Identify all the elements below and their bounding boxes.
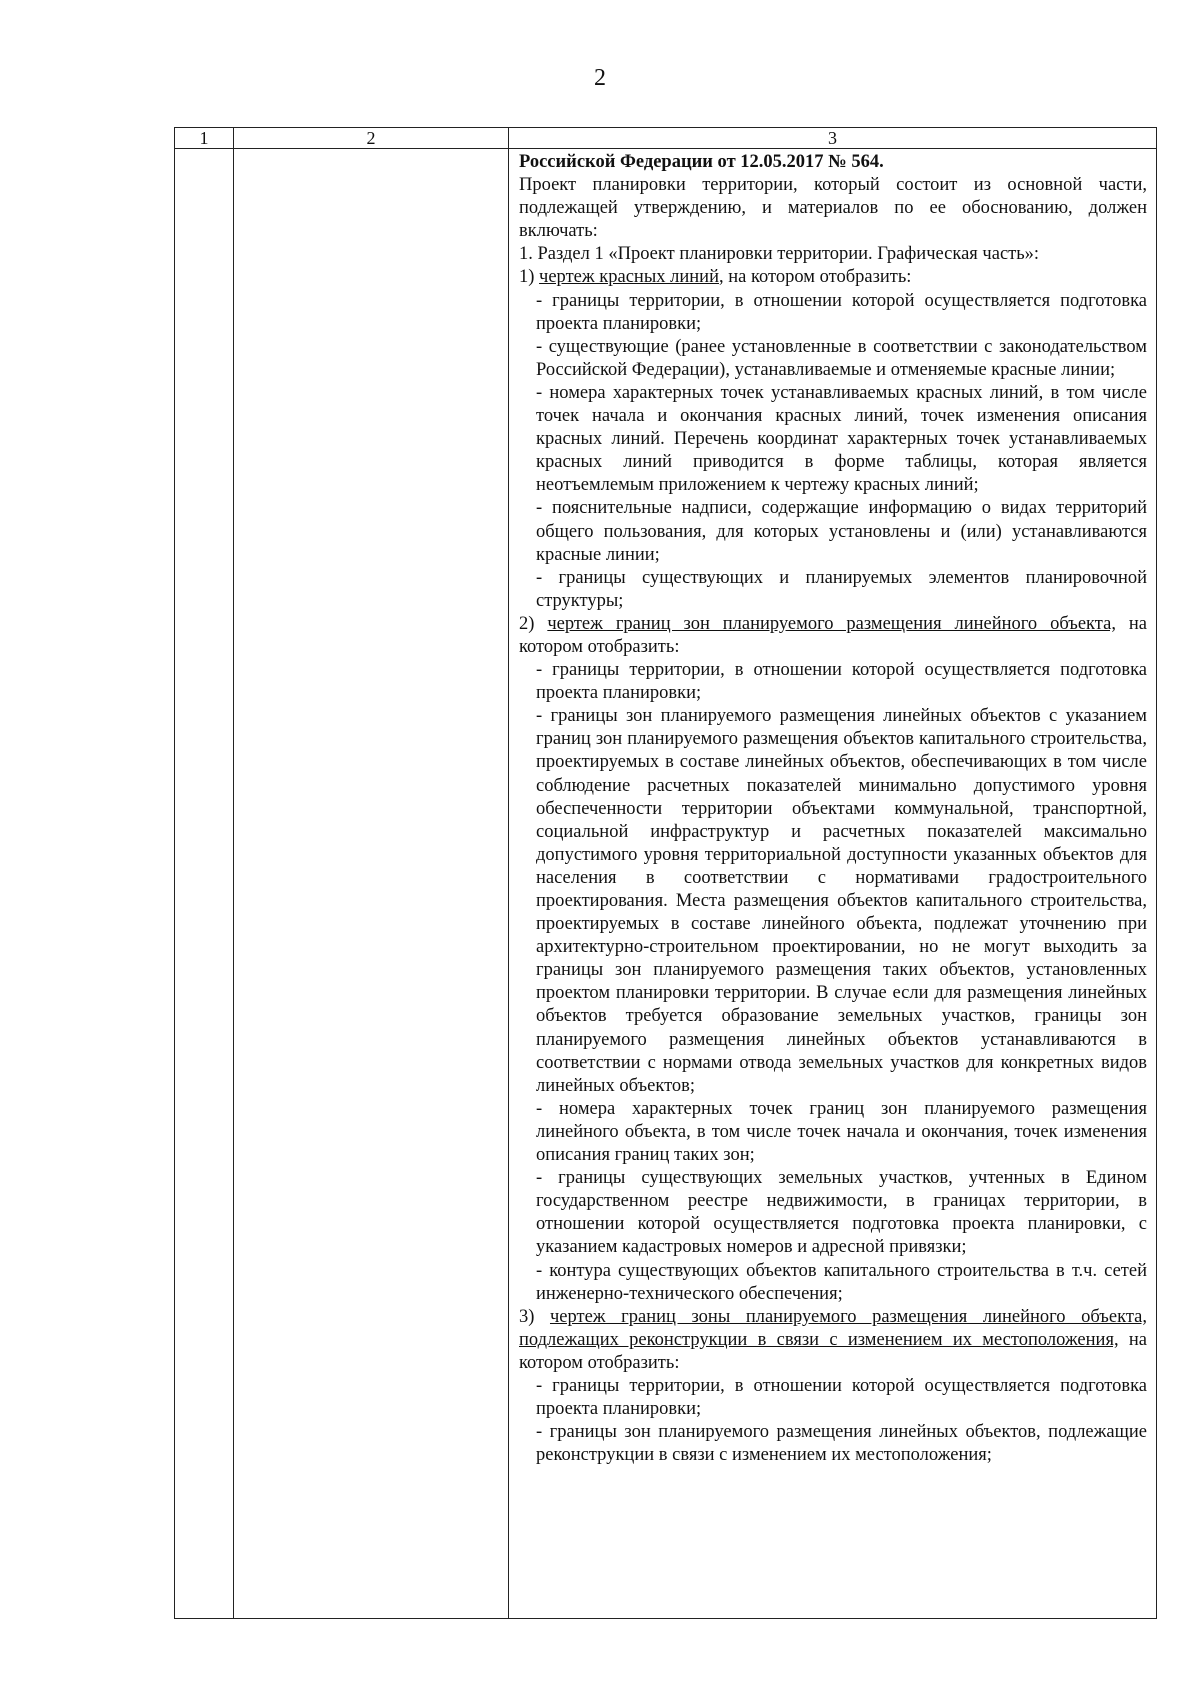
list-item: - границы территории, в отношении которой осуществляется подготовка проекта планировки; — [536, 1375, 1147, 1420]
item-heading-rest: на котором отобразить: — [519, 1329, 1147, 1373]
column-header-3: 3 — [509, 128, 1157, 149]
table-row — [175, 149, 1157, 1619]
document-table — [174, 127, 1157, 1619]
item-3-heading — [519, 1306, 1147, 1375]
column-header-1: 1 — [175, 128, 234, 149]
item-title: чертеж границ зон планируемого размещения линейного объекта, — [547, 613, 1116, 634]
cell-column-1 — [175, 149, 234, 1619]
list-item: - границы территории, в отношении которой осуществляется подготовка проекта планировки; — [536, 660, 1147, 704]
list-item: - существующие (ранее установленные в соответствии с законодательством Российской Федерации), устанавливаемые и отменяемые красные линии; — [536, 336, 1147, 380]
list-item: - пояснительные надписи, содержащие информацию о видах территорий общего пользования, для которых установлены и (или) устанавливаются красные линии; — [536, 498, 1147, 565]
regulation-reference: Российской Федерации от 12.05.2017 № 564. — [519, 152, 884, 172]
list-item: - контура существующих объектов капитального строительства в т.ч. сетей инженерно-технического обеспечения; — [536, 1260, 1147, 1304]
list-item: - номера характерных точек границ зон планируемого размещения линейного объекта, в том числе точек начала и окончания, точек изменения описания границ таких зон; — [536, 1098, 1147, 1166]
item-heading-rest: на котором отобразить: — [519, 613, 1147, 657]
item-title: чертеж красных линий — [539, 267, 719, 288]
list-item: - границы зон планируемого размещения линейных объектов, подлежащие реконструкции в связи с изменением их местоположения; — [536, 1422, 1147, 1466]
paragraph-intro: Проект планировки территории, который состоит из основной части, подлежащей утверждению, и материалов по ее обоснованию, должен включать: — [519, 175, 1147, 242]
item-number: 2) — [519, 613, 548, 634]
table-header-row — [175, 128, 1157, 149]
section-1-heading: 1. Раздел 1 «Проект планировки территории. Графическая часть»: — [519, 244, 1040, 265]
list-item: - границы территории, в отношении которой осуществляется подготовка проекта планировки; — [536, 290, 1147, 334]
item-title: чертеж границ зоны планируемого размещения линейного объекта, подлежащих реконструкции в связи с изменением их местоположения, — [519, 1306, 1147, 1350]
item-1-heading — [519, 266, 1147, 289]
list-item: - границы существующих и планируемых элементов планировочной структуры; — [536, 567, 1147, 611]
list-item: - границы существующих земельных участков, учтенных в Едином государственном реестре недвижимости, в границах территории, в отношении которой осуществляется подготовка проекта планировки, с указанием кадастровых номеров и адресной привязки; — [536, 1168, 1147, 1258]
item-number: 1) — [519, 267, 540, 288]
cell-column-2 — [234, 149, 509, 1619]
item-heading-rest: , на котором отобразить: — [718, 267, 912, 288]
list-item: - границы зон планируемого размещения линейных объектов с указанием границ зон планируемого размещения объектов капитального строительства, проектируемых в составе линейных объектов, обеспечивающих в том числе соблюдение расчетных показателей минимально допустимого уровня обеспеченности территории объектами коммунальной, транспортной, социальной инфраструктур и расчетных показателей максимально допустимого уровня территориальной доступности указанных объектов для населения в соответствии с нормативами градостроительного проектирования. Места размещения объектов капитального строительства, проектируемых в составе линейного объекта, подлежат уточнению при архитектурно-строительном проектировании, но не могут выходить за границы зон планируемого размещения таких объектов, установленных проектом планировки территории. В случае если для размещения линейных объектов требуется образование земельных участков, границы зон планируемого размещения линейных объектов устанавливаются в соответствии с нормами отвода земельных участков для конкретных видов линейных объектов; — [536, 706, 1147, 1096]
list-item: - номера характерных точек устанавливаемых красных линий, в том числе точек начала и окончания красных линий, точек изменения описания красных линий. Перечень координат характерных точек устанавливаемых красных линий приводится в форме таблицы, которая является неотъемлемым приложением к чертежу красных линий; — [536, 382, 1147, 496]
cell-column-3 — [509, 149, 1157, 1619]
item-2-heading — [519, 613, 1147, 659]
item-number: 3) — [519, 1306, 550, 1327]
page-number: 2 — [594, 65, 606, 91]
column-header-2: 2 — [234, 128, 509, 149]
